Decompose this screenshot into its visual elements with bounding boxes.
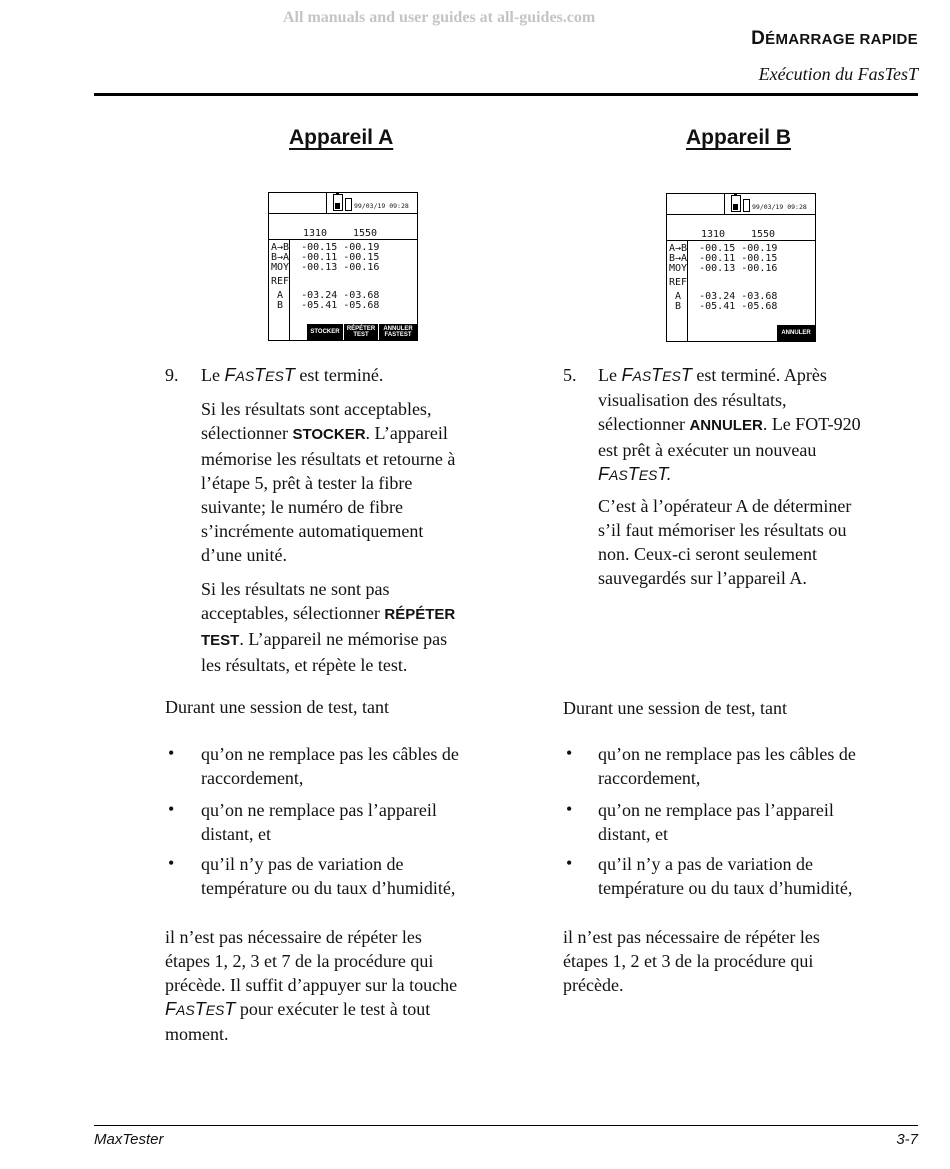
file-icon: [345, 198, 352, 211]
row-moy: MOY -00.13 -00.16: [669, 263, 778, 274]
session-intro: Durant une session de test, tant: [563, 698, 787, 718]
wavelength-1310: 1310: [701, 229, 726, 240]
list-item: qu’il n’y pas de variation de température ou du taux d’humidité,: [201, 854, 456, 898]
footer-product: MaxTester: [94, 1131, 164, 1148]
header-rule: [94, 93, 918, 96]
step-paragraph: Le FASTEST est terminé. Après visualisation des résultats, sélectionner ANNULER. Le FOT-920 est prêt à exécuter un nouveau FASTEST.: [598, 365, 861, 484]
bullet-mark: •: [566, 853, 573, 873]
row-ref: REF: [271, 276, 290, 287]
watermark: All manuals and user guides at all-guides.com: [283, 9, 596, 26]
list-item: qu’on ne remplace pas les câbles de raccordement,: [598, 744, 856, 788]
row-a-to-b: A→B -00.15 -00.19: [271, 242, 380, 253]
step-line: Le FASTEST est terminé.: [201, 365, 384, 385]
list-item: qu’on ne remplace pas l’appareil distant, et: [598, 800, 834, 844]
row-moy: MOY -00.13 -00.16: [271, 262, 380, 273]
paragraph: Si les résultats sont acceptables, sélectionner STOCKER. L’appareil mémorise les résultats et retourne à l’étape 5, prêt à tester la fibre suivante; le numéro de fibre s’incrémente automatiquement d’une unité.: [201, 399, 456, 565]
annuler-fastest-button[interactable]: ANNULER FASTEST: [379, 324, 417, 340]
step-number: 5.: [563, 365, 577, 385]
screen-status-bar: [269, 193, 417, 214]
row-a-to-b: A→B -00.15 -00.19: [669, 243, 778, 254]
bullet-mark: •: [566, 743, 573, 763]
screen-status-bar: [667, 194, 815, 215]
device-screen-b: [666, 193, 816, 342]
bullet-mark: •: [168, 853, 175, 873]
device-screen-a: [268, 192, 418, 341]
wavelength-1550: 1550: [353, 228, 378, 239]
bullet-mark: •: [168, 799, 175, 819]
paragraph: Si les résultats ne sont pas acceptables, sélectionner RÉPÉTER TEST. L’appareil ne mémorise pas les résultats, et répète le test.: [201, 579, 456, 675]
row-ref-a: A -03.24 -03.68: [675, 291, 778, 302]
closing-paragraph: il n’est pas nécessaire de répéter les étapes 1, 2 et 3 de la procédure qui précède.: [563, 927, 820, 995]
list-item: qu’il n’y a pas de variation de température ou du taux d’humidité,: [598, 854, 853, 898]
battery-icon: [333, 194, 343, 211]
row-ref-b: B -05.41 -05.68: [675, 301, 778, 312]
battery-icon: [731, 195, 741, 212]
stocker-button[interactable]: STOCKER: [307, 324, 343, 340]
bullet-mark: •: [566, 799, 573, 819]
row-ref: REF: [669, 277, 688, 288]
wavelength-1310: 1310: [303, 228, 328, 239]
page-number: 3-7: [896, 1131, 918, 1148]
column-title-a: Appareil A: [289, 126, 394, 149]
screen-datetime: 99/03/19 09:28: [354, 202, 409, 210]
row-b-to-a: B→A -00.11 -00.15: [669, 253, 778, 264]
list-item: qu’on ne remplace pas les câbles de raccordement,: [201, 744, 459, 788]
subsection-title: Exécution du FasTesT: [758, 64, 918, 84]
row-ref-b: B -05.41 -05.68: [277, 300, 380, 311]
closing-paragraph: il n’est pas nécessaire de répéter les étapes 1, 2, 3 et 7 de la procédure qui précède. Il suffit d’appuyer sur la touche FASTEST pour exécuter le test à tout moment.: [165, 927, 458, 1044]
step-number: 9.: [165, 365, 179, 385]
list-item: qu’on ne remplace pas l’appareil distant, et: [201, 800, 437, 844]
row-ref-a: A -03.24 -03.68: [277, 290, 380, 301]
paragraph: C’est à l’opérateur A de déterminer s’il faut mémoriser les résultats ou non. Ceux-ci seront seulement sauvegardés sur l’appareil A.: [598, 496, 852, 588]
bullet-mark: •: [168, 743, 175, 763]
repeter-test-button[interactable]: RÉPÉTER TEST: [344, 324, 378, 340]
session-intro: Durant une session de test, tant: [165, 697, 389, 717]
file-icon: [743, 199, 750, 212]
wavelength-1550: 1550: [751, 229, 776, 240]
column-title-b: Appareil B: [686, 126, 792, 149]
annuler-button[interactable]: ANNULER: [777, 325, 815, 341]
section-title: DÉMARRAGE RAPIDE: [751, 28, 918, 49]
row-b-to-a: B→A -00.11 -00.15: [271, 252, 380, 263]
screen-datetime: 99/03/19 09:28: [752, 203, 807, 211]
footer-rule: [94, 1125, 918, 1126]
